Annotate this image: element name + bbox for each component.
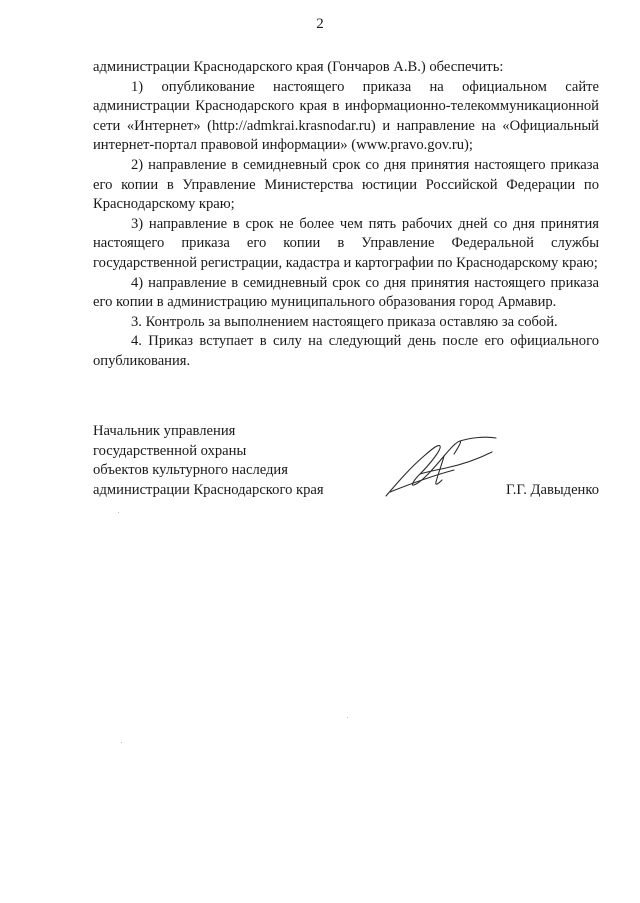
position-line: Начальник управления: [93, 423, 236, 439]
position-line: объектов культурного наследия: [93, 462, 288, 479]
paragraph-intro: администрации Краснодарского края (Гончаров А.В.) обеспечить:: [93, 59, 504, 75]
signer-position-title: [93, 422, 353, 500]
position-line: администрации Краснодарского края: [93, 481, 324, 498]
page-number: 2: [316, 16, 324, 32]
paragraph-control-clause: 3. Контроль за выполнением настоящего приказа оставляю за собой.: [131, 313, 558, 330]
order-body-text: [93, 58, 599, 372]
paragraph-item-1-publication: 1) опубликование настоящего приказа на официальном сайте администрации Краснодарского края в информационно-телекоммуникационной сети «Интернет» (http://admkrai.krasnodar.ru) и направление на «Официальный интернет-портал правовой информации» (www.pravo.gov.ru);: [93, 78, 599, 154]
paragraph-item-4-armavir-administration: 4) направление в семидневный срок со дня принятия настоящего приказа его копии в администрацию муниципального образования город Армавир.: [93, 274, 599, 311]
signer-name: Г.Г. Давыденко: [505, 481, 599, 498]
handwritten-signature-icon: [380, 430, 500, 500]
scan-speck: [347, 717, 348, 718]
position-line: государственной охраны: [93, 442, 247, 459]
paragraph-item-2-justice-ministry: 2) направление в семидневный срок со дня принятия настоящего приказа его копии в Управление Министерства юстиции Российской Федерации по Краснодарскому краю;: [93, 156, 599, 213]
paragraph-entry-into-force: 4. Приказ вступает в силу на следующий день после его официального опубликования.: [93, 333, 599, 369]
scan-speck: [118, 512, 119, 513]
signature-block: [93, 422, 599, 502]
scan-speck: [121, 742, 122, 743]
paragraph-item-3-registration-service: 3) направление в срок не более чем пять рабочих дней со дня принятия настоящего приказа его копии в Управление Федеральной службы государственной регистрации, кадастра и картографии по Краснодарскому краю;: [93, 215, 599, 271]
